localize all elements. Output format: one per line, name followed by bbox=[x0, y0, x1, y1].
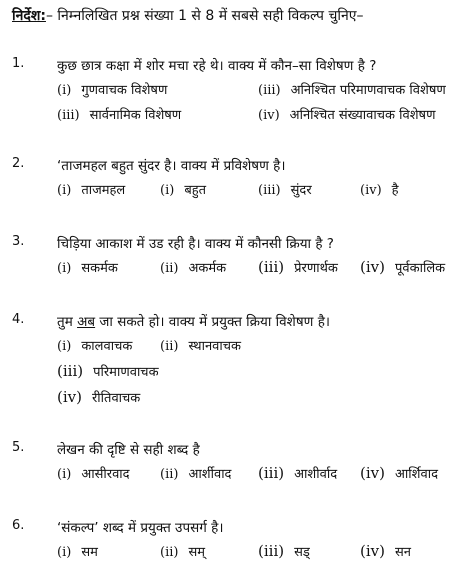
option-text: आसीरवाद bbox=[81, 467, 130, 482]
question-number: 2. bbox=[12, 156, 25, 171]
option-text: सम bbox=[81, 545, 98, 560]
option-marker: (iii) bbox=[258, 542, 285, 560]
option-marker: (iv) bbox=[258, 108, 280, 123]
option bbox=[57, 464, 130, 482]
option bbox=[160, 336, 241, 354]
option-text: पूर्वकालिक bbox=[394, 261, 446, 276]
option-text: आशीर्वाद bbox=[294, 467, 338, 482]
option-marker: (iv) bbox=[360, 464, 385, 482]
question-text-before: तुम bbox=[57, 314, 78, 330]
question-text: ‘ताजमहल बहुत सुंदर है। वाक्य में प्रविशेषण है। bbox=[57, 158, 286, 174]
option-marker: (i) bbox=[57, 339, 72, 354]
option-marker: (i) bbox=[57, 83, 72, 98]
option-text: बहुत bbox=[184, 183, 207, 198]
option-text: आर्शीवाद bbox=[188, 467, 232, 482]
option-text: सम् bbox=[188, 545, 206, 560]
option-text: अनिश्चित संख्यावाचक विशेषण bbox=[289, 108, 436, 123]
option-text: रीतिवाचक bbox=[91, 391, 141, 406]
option bbox=[57, 105, 181, 123]
option bbox=[160, 542, 205, 560]
underlined-word: अब bbox=[77, 314, 96, 330]
option bbox=[57, 388, 140, 406]
option-text: अकर्मक bbox=[188, 261, 227, 276]
option-marker: (iv) bbox=[360, 258, 385, 276]
option bbox=[57, 258, 118, 276]
option-marker: (ii) bbox=[160, 261, 179, 276]
question-number: 5. bbox=[12, 440, 25, 455]
option bbox=[258, 180, 312, 198]
option bbox=[258, 258, 338, 276]
option bbox=[57, 180, 125, 198]
option bbox=[160, 258, 226, 276]
option-text: कालवाचक bbox=[81, 339, 133, 354]
option-marker: (iii) bbox=[258, 183, 281, 198]
option-marker: (iii) bbox=[57, 362, 84, 380]
option bbox=[360, 542, 411, 560]
option bbox=[57, 542, 98, 560]
option bbox=[258, 80, 446, 98]
option-text: सकर्मक bbox=[81, 261, 118, 276]
option-text: सन bbox=[394, 545, 411, 560]
option-marker: (iv) bbox=[360, 183, 382, 198]
question-text-after: जा सकते हो। वाक्य में प्रयुक्त क्रिया विशेषण है। bbox=[95, 314, 330, 330]
instruction-text: – निम्नलिखित प्रश्न संख्या 1 से 8 में सबसे सही विकल्प चुनिए– bbox=[45, 8, 364, 24]
option bbox=[258, 542, 310, 560]
option-marker: (i) bbox=[160, 183, 175, 198]
option bbox=[160, 464, 231, 482]
option-marker: (ii) bbox=[160, 467, 179, 482]
question-number: 1. bbox=[12, 56, 25, 71]
option-text: सड् bbox=[294, 545, 310, 560]
option bbox=[160, 180, 206, 198]
option bbox=[360, 464, 438, 482]
option-marker: (iv) bbox=[360, 542, 385, 560]
option bbox=[360, 258, 445, 276]
question-text bbox=[57, 312, 330, 330]
option bbox=[57, 336, 132, 354]
option-text: सुंदर bbox=[290, 183, 312, 198]
question-number: 4. bbox=[12, 312, 25, 327]
question-number: 3. bbox=[12, 234, 25, 249]
option-text: प्रेरणार्थक bbox=[294, 261, 338, 276]
instruction bbox=[12, 6, 363, 25]
option-text: ताजमहल bbox=[81, 183, 126, 198]
option bbox=[57, 80, 167, 98]
option-marker: (iii) bbox=[57, 108, 80, 123]
option-marker: (ii) bbox=[160, 545, 179, 560]
option bbox=[360, 180, 399, 198]
question-text: कुछ छात्र कक्षा में शोर मचा रहे थे। वाक्य में कौन–सा विशेषण है ? bbox=[57, 58, 377, 74]
question-text: चिड़िया आकाश में उड रही है। वाक्य में कौनसी क्रिया है ? bbox=[57, 236, 334, 252]
option-text: परिमाणवाचक bbox=[93, 365, 159, 380]
question-text: लेखन की दृष्टि से सही शब्द है bbox=[57, 442, 200, 458]
option bbox=[258, 105, 435, 123]
option-text: आर्शिवाद bbox=[394, 467, 438, 482]
option bbox=[258, 464, 337, 482]
instruction-label: निर्देश: bbox=[12, 8, 46, 24]
option-text: स्थानवाचक bbox=[188, 339, 241, 354]
option-marker: (i) bbox=[57, 261, 72, 276]
option-marker: (i) bbox=[57, 545, 72, 560]
option-marker: (ii) bbox=[160, 339, 179, 354]
option-marker: (iii) bbox=[258, 83, 281, 98]
question-text: ‘संकल्प’ शब्द में प्रयुक्त उपसर्ग है। bbox=[57, 520, 224, 536]
option-text: है bbox=[391, 183, 399, 198]
option-text: गुणवाचक विशेषण bbox=[81, 83, 168, 98]
option bbox=[57, 362, 159, 380]
option-marker: (iii) bbox=[258, 258, 285, 276]
option-marker: (i) bbox=[57, 183, 72, 198]
option-text: अनिश्चित परिमाणवाचक विशेषण bbox=[290, 83, 446, 98]
option-marker: (iv) bbox=[57, 388, 82, 406]
option-marker: (iii) bbox=[258, 464, 285, 482]
question-number: 6. bbox=[12, 518, 25, 533]
option-marker: (i) bbox=[57, 467, 72, 482]
option-text: सार्वनामिक विशेषण bbox=[89, 108, 182, 123]
